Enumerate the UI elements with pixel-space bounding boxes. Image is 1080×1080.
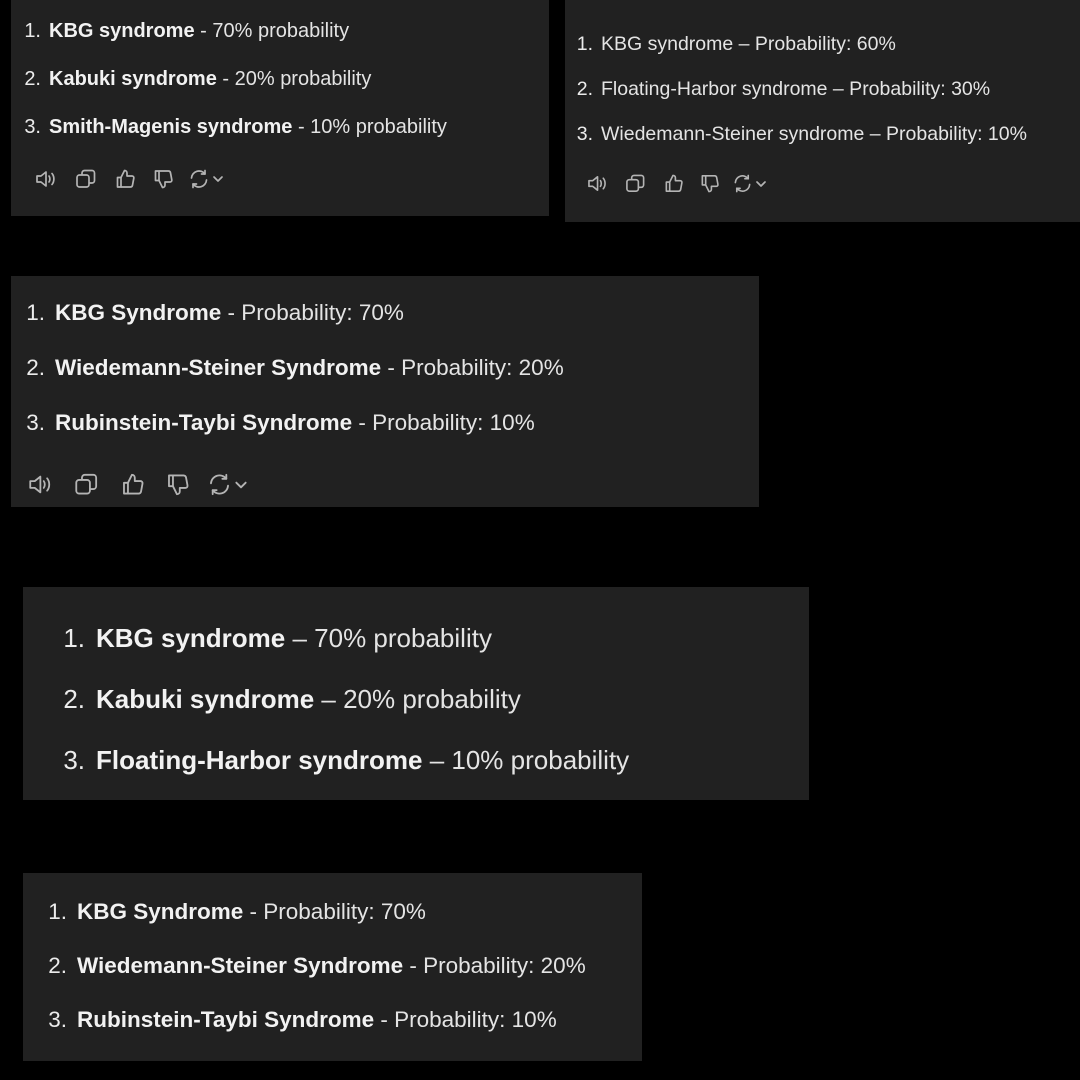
regenerate-icon [207, 472, 232, 497]
syndrome-probability-text: KBG syndrome – Probability: 60% [601, 33, 896, 55]
regenerate-button[interactable] [188, 168, 224, 190]
list-number: 2. [63, 684, 85, 714]
thumbs-down-icon [699, 173, 720, 194]
list-item [23, 745, 629, 776]
list-number: 1. [576, 33, 593, 55]
list-item [11, 355, 564, 381]
response-panel-1 [11, 0, 549, 216]
syndrome-name: Kabuki syndrome [96, 684, 315, 714]
thumbs-down-icon [152, 168, 174, 190]
copy-icon [74, 472, 99, 497]
message-actions [27, 472, 248, 497]
list-item [23, 1007, 557, 1033]
thumbs-down-icon [165, 472, 190, 497]
syndrome-name: KBG syndrome [49, 20, 195, 42]
list-item [11, 68, 371, 91]
probability-text: – 10% probability [422, 745, 630, 775]
list-number: 3. [48, 1007, 67, 1032]
list-item [565, 33, 896, 56]
thumbs-up-button[interactable] [119, 472, 145, 497]
response-panel-4 [23, 587, 809, 800]
syndrome-probability-text: Floating-Harbor syndrome – Probability: 30% [601, 78, 991, 100]
syndrome-probability-text: Wiedemann-Steiner syndrome – Probability: 10% [601, 123, 1027, 145]
list-item [565, 123, 1027, 146]
read-aloud-button[interactable] [35, 168, 59, 190]
read-aloud-icon [35, 168, 59, 190]
chevron-down-icon [212, 173, 224, 185]
thumbs-down-button[interactable] [152, 168, 174, 190]
list-number: 3. [63, 745, 85, 775]
list-number: 1. [26, 300, 45, 325]
response-panel-3 [11, 276, 759, 507]
syndrome-name: Wiedemann-Steiner Syndrome [55, 355, 382, 380]
syndrome-name: Kabuki syndrome [49, 68, 217, 90]
list-item [11, 410, 535, 436]
thumbs-up-icon [120, 472, 145, 497]
copy-icon [75, 168, 97, 190]
probability-text: - Probability: 10% [352, 410, 535, 435]
chevron-down-icon [234, 478, 248, 492]
list-number: 3. [576, 123, 593, 145]
syndrome-name: Smith-Magenis syndrome [49, 116, 293, 138]
thumbs-up-icon [663, 173, 684, 194]
message-actions [35, 168, 224, 190]
list-number: 1. [63, 623, 85, 653]
read-aloud-button[interactable] [586, 173, 610, 194]
thumbs-up-button[interactable] [114, 168, 136, 190]
syndrome-name: Rubinstein-Taybi Syndrome [55, 410, 353, 435]
probability-text: - Probability: 70% [243, 899, 426, 924]
list-number: 3. [24, 116, 41, 138]
list-item [11, 300, 404, 326]
copy-button[interactable] [73, 472, 99, 497]
list-number: 3. [26, 410, 45, 435]
list-item [11, 116, 447, 139]
list-item [23, 953, 586, 979]
read-aloud-icon [28, 472, 55, 497]
regenerate-icon [732, 173, 753, 194]
list-number: 2. [26, 355, 45, 380]
list-number: 1. [24, 20, 41, 42]
read-aloud-button[interactable] [27, 472, 55, 497]
probability-text: - Probability: 70% [221, 300, 404, 325]
thumbs-up-button[interactable] [662, 173, 684, 194]
response-panel-2 [565, 0, 1080, 222]
read-aloud-icon [587, 173, 610, 194]
thumbs-up-icon [114, 168, 136, 190]
probability-text: - Probability: 20% [403, 953, 586, 978]
regenerate-button[interactable] [207, 472, 248, 497]
list-item [565, 78, 990, 101]
syndrome-name: KBG syndrome [96, 623, 286, 653]
probability-text: - 10% probability [292, 116, 447, 138]
syndrome-name: KBG Syndrome [55, 300, 222, 325]
message-actions [586, 173, 767, 194]
probability-text: - 70% probability [194, 20, 350, 42]
syndrome-name: Floating-Harbor syndrome [96, 745, 423, 775]
list-item [23, 899, 426, 925]
thumbs-down-button[interactable] [698, 173, 720, 194]
list-item [23, 684, 521, 715]
copy-icon [625, 173, 646, 194]
probability-text: - Probability: 10% [374, 1007, 557, 1032]
list-item [23, 623, 492, 654]
thumbs-down-button[interactable] [164, 472, 190, 497]
syndrome-name: Rubinstein-Taybi Syndrome [77, 1007, 375, 1032]
regenerate-icon [188, 168, 210, 190]
syndrome-name: Wiedemann-Steiner Syndrome [77, 953, 404, 978]
list-number: 2. [24, 68, 41, 90]
list-item [11, 20, 349, 43]
probability-text: – 20% probability [314, 684, 521, 714]
copy-button[interactable] [75, 168, 97, 190]
regenerate-button[interactable] [732, 173, 767, 194]
probability-text: - Probability: 20% [381, 355, 564, 380]
chevron-down-icon [755, 178, 767, 190]
syndrome-name: KBG Syndrome [77, 899, 244, 924]
copy-button[interactable] [624, 173, 646, 194]
list-number: 1. [48, 899, 67, 924]
list-number: 2. [576, 78, 593, 100]
response-panel-5 [23, 873, 642, 1061]
list-number: 2. [48, 953, 67, 978]
probability-text: – 70% probability [285, 623, 492, 653]
probability-text: - 20% probability [216, 68, 372, 90]
